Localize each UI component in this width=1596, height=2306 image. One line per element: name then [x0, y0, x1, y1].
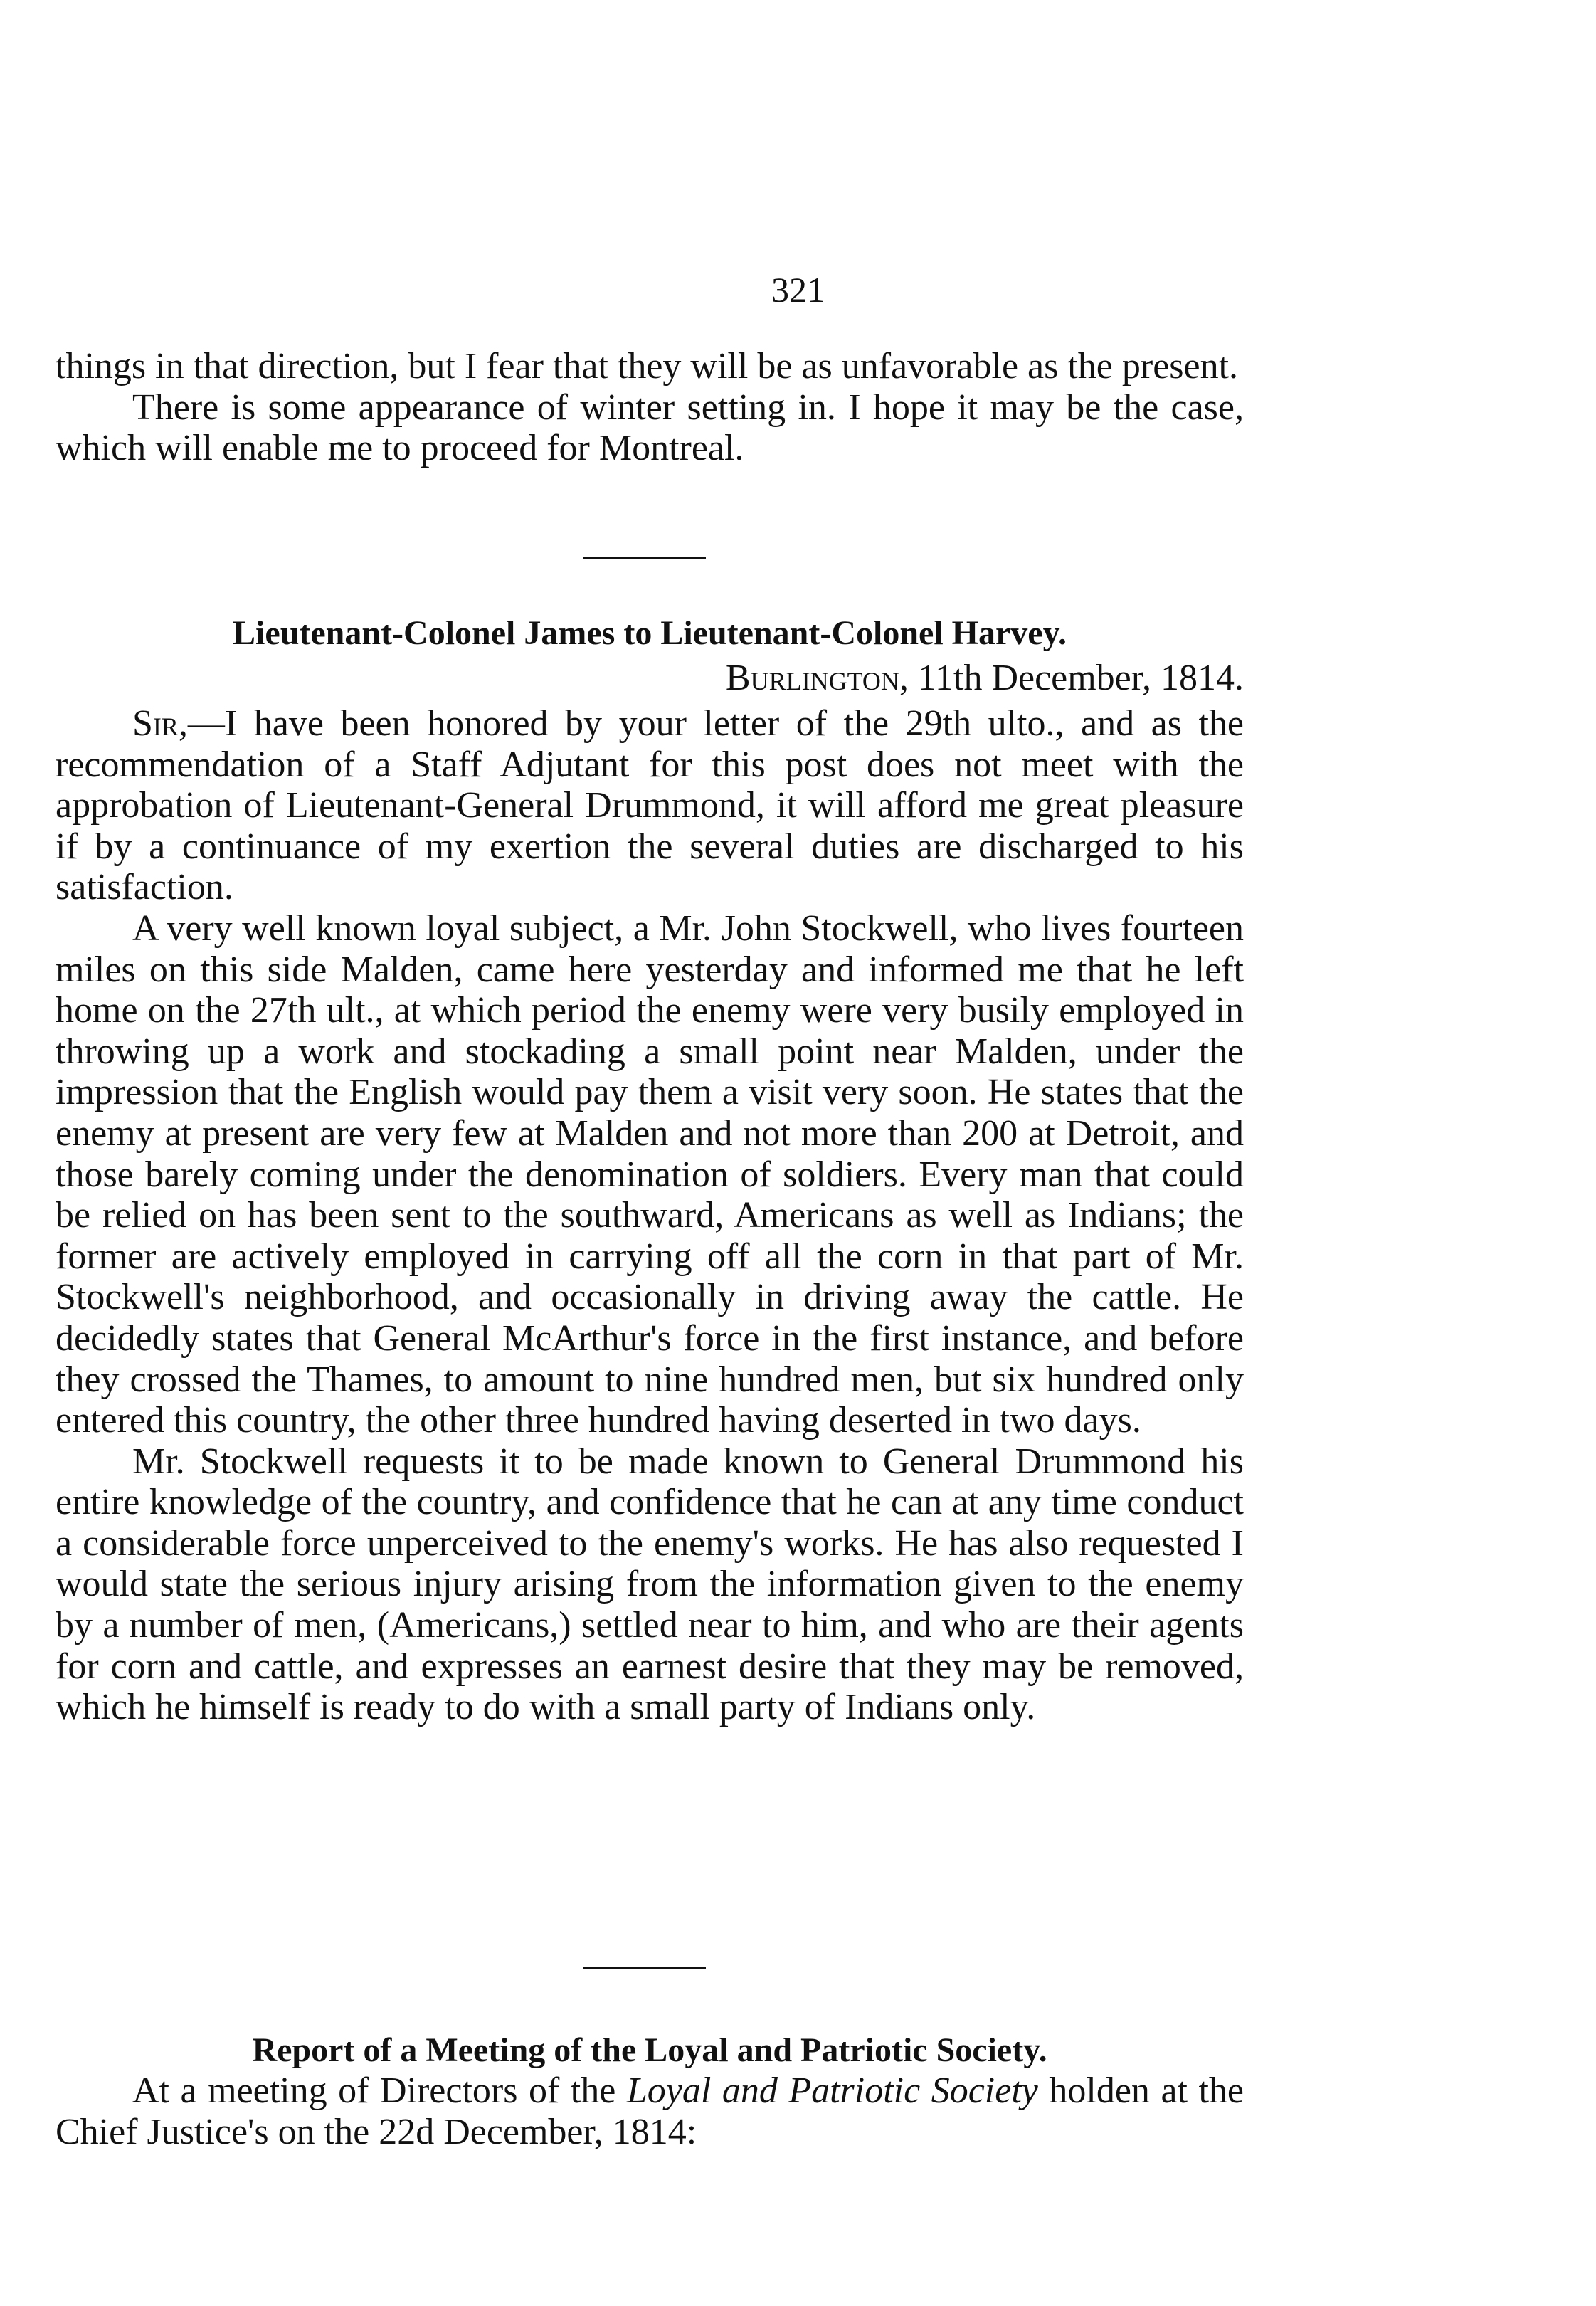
report-intro-start: At a meeting of Directors of the	[132, 2070, 627, 2111]
letter-paragraph-1	[56, 703, 1244, 908]
society-name: Loyal and Patriotic Society	[626, 2070, 1038, 2111]
letter-salutation: Sir,	[132, 703, 188, 744]
letter-date: , 11th December, 1814.	[899, 658, 1244, 698]
letter-paragraph-1-text: —I have been honored by your letter of the 29th ulto., and as the recommendation of a Staff Adjutant for this post does not meet with the approbation of Lieutenant-General Drummond, it will afford me great pleasure if by a continuance of my exertion the several duties are discharged to his satisfaction.	[56, 703, 1244, 908]
report-intro	[56, 2070, 1244, 2152]
report-intro-end: holden at the Chief Justice's on the 22d December, 1814:	[56, 2070, 1244, 2152]
report-body	[56, 2070, 1244, 2152]
letter-paragraph-3: Mr. Stockwell requests it to be made known to General Drummond his entire knowledge of the country, and confidence that he can at any time conduct a considerable force unperceived to the enemy's works. He has also requested I would state the serious injury arising from the information given to the enemy by a number of men, (Americans,) settled near to him, and who are their agents for corn and cattle, and expresses an earnest desire that they may be removed, which he himself is ready to do with a small party of Indians only.	[56, 1441, 1244, 1728]
section-divider-2	[583, 1967, 706, 1969]
page-number: 321	[771, 270, 825, 310]
section-divider	[583, 557, 706, 559]
letter-dateline	[498, 657, 1244, 700]
report-heading: Report of a Meeting of the Loyal and Patriotic Society.	[252, 2031, 1047, 2069]
letter-body	[56, 703, 1244, 1728]
letter-place: Burlington	[725, 658, 899, 698]
continuation-paragraph-2: There is some appearance of winter setting in. I hope it may be the case, which will enable me to proceed for Montreal.	[56, 386, 1244, 469]
continuation-paragraph-1: things in that direction, but I fear that they will be as unfavorable as the present.	[56, 346, 1239, 386]
letter-paragraph-2: A very well known loyal subject, a Mr. John Stockwell, who lives fourteen miles on this side Malden, came here yesterday and informed me that he left home on the 27th ult., at which period the enemy were very busily employed in throwing up a work and stockading a small point near Malden, under the impression that the English would pay them a visit very soon. He states that the enemy at present are very few at Malden and not more than 200 at Detroit, and those barely coming under the denomination of soldiers. Every man that could be relied on has been sent to the southward, Americans as well as Indians; the former are actively employed in carrying off all the corn in that part of Mr. Stockwell's neighborhood, and occasionally in driving away the cattle. He decidedly states that General McArthur's force in the first instance, and before they crossed the Thames, to amount to nine hundred men, but six hundred only entered this country, the other three hundred having deserted in two days.	[56, 907, 1244, 1441]
letter-heading: Lieutenant-Colonel James to Lieutenant-Colonel Harvey.	[233, 614, 1067, 652]
continuation-text	[56, 346, 1244, 469]
